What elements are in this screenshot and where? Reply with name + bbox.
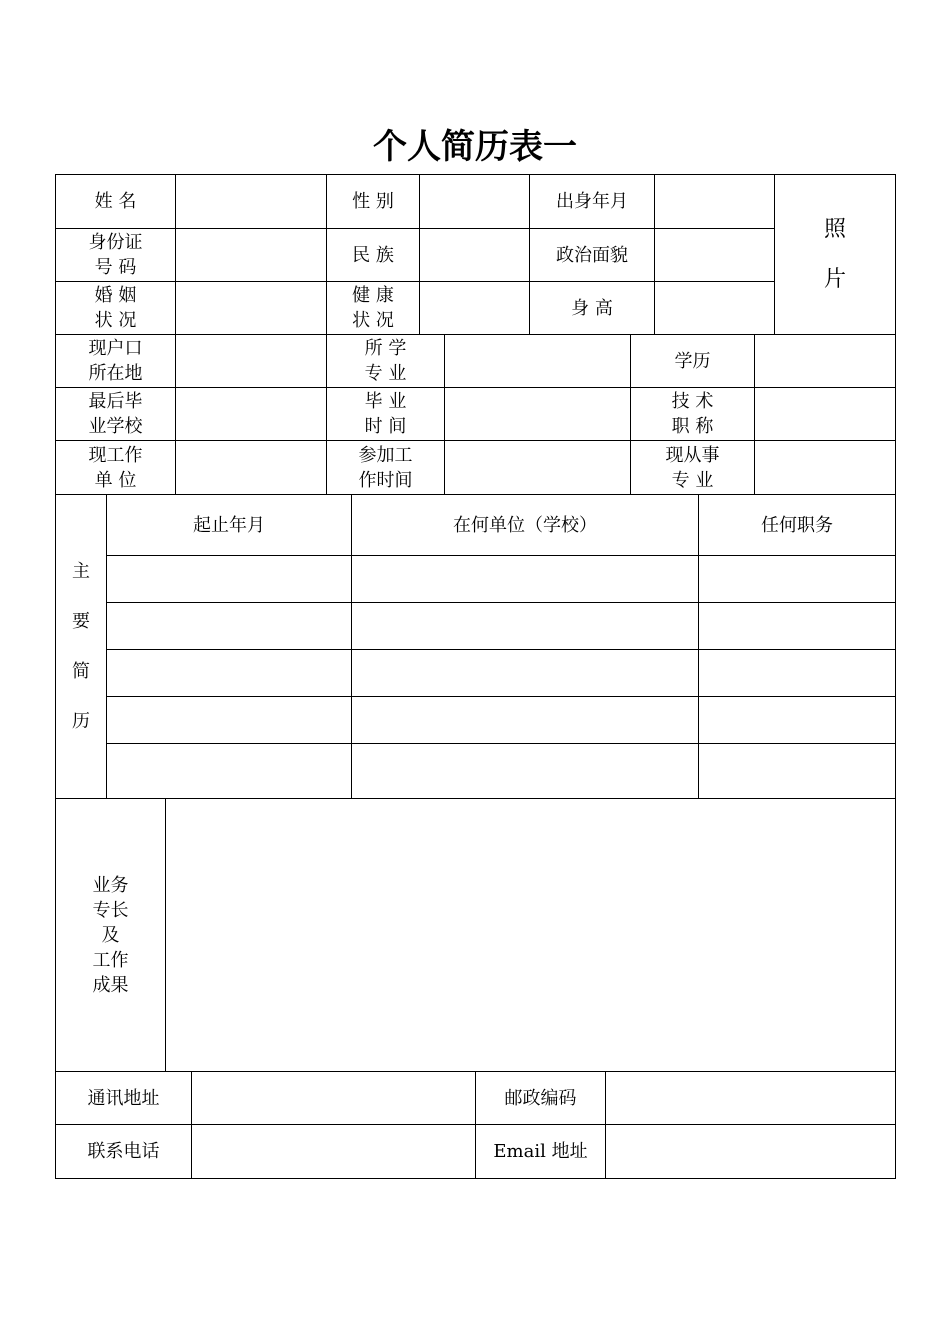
grad-time-label: 毕 业 时 间 [327,388,445,441]
major-field[interactable] [445,335,631,388]
table-row [56,744,896,799]
history-unit-cell[interactable] [352,603,699,650]
history-header-unit: 在何单位（学校） [352,495,699,556]
email-label: Email 地址 [476,1125,606,1179]
photo-box[interactable] [775,175,896,335]
history-period-cell[interactable] [107,556,352,603]
height-field[interactable] [655,282,775,335]
gender-label: 性 别 [327,175,420,229]
birth-label: 出身年月 [530,175,655,229]
education-field[interactable] [755,335,896,388]
major-label: 所 学 专 业 [327,335,445,388]
table-row [56,556,896,603]
marital-field[interactable] [176,282,327,335]
school-field[interactable] [176,388,327,441]
address-field[interactable] [192,1072,476,1125]
gender-field[interactable] [420,175,530,229]
employer-field[interactable] [176,441,327,495]
form-title: 个人简历表一 [373,127,577,167]
postcode-label: 邮政编码 [476,1072,606,1125]
name-label: 姓 名 [56,175,176,229]
health-field[interactable] [420,282,530,335]
address-label: 通讯地址 [56,1072,192,1125]
expertise-field[interactable] [166,799,896,1072]
history-period-cell[interactable] [107,697,352,744]
hukou-label: 现户口 所在地 [56,335,176,388]
name-field[interactable] [176,175,327,229]
history-position-cell[interactable] [699,697,896,744]
employer-label: 现工作 单 位 [56,441,176,495]
id-number-field[interactable] [176,229,327,282]
ethnicity-field[interactable] [420,229,530,282]
history-position-cell[interactable] [699,603,896,650]
history-period-cell[interactable] [107,603,352,650]
phone-label: 联系电话 [56,1125,192,1179]
tech-title-field[interactable] [755,388,896,441]
history-unit-cell[interactable] [352,650,699,697]
politics-label: 政治面貌 [530,229,655,282]
contact-table [55,1071,896,1179]
history-unit-cell[interactable] [352,556,699,603]
history-header-period: 起止年月 [107,495,352,556]
history-period-cell[interactable] [107,650,352,697]
work-start-label: 参加工 作时间 [327,441,445,495]
history-position-cell[interactable] [699,650,896,697]
education-label: 学历 [631,335,755,388]
tech-title-label: 技 术 职 称 [631,388,755,441]
table-row [56,650,896,697]
education-work-table [55,334,896,495]
expertise-label: 业务 专长 及 工作 成果 [56,799,166,1072]
expertise-table [55,798,896,1072]
current-field-field[interactable] [755,441,896,495]
ethnicity-label: 民 族 [327,229,420,282]
history-unit-cell[interactable] [352,744,699,799]
photo-label: 照 片 [823,216,846,292]
history-table [55,494,896,799]
birth-field[interactable] [655,175,775,229]
hukou-field[interactable] [176,335,327,388]
history-side-label: 主 要 简 历 [56,495,107,799]
current-field-label: 现从事 专 业 [631,441,755,495]
school-label: 最后毕 业学校 [56,388,176,441]
history-position-cell[interactable] [699,744,896,799]
history-header-position: 任何职务 [699,495,896,556]
history-period-cell[interactable] [107,744,352,799]
marital-label: 婚 姻 状 况 [56,282,176,335]
postcode-field[interactable] [606,1072,896,1125]
history-unit-cell[interactable] [352,697,699,744]
table-row [56,697,896,744]
table-row [56,603,896,650]
height-label: 身 高 [530,282,655,335]
history-position-cell[interactable] [699,556,896,603]
email-field[interactable] [606,1125,896,1179]
grad-time-field[interactable] [445,388,631,441]
personal-info-table [55,174,896,335]
work-start-field[interactable] [445,441,631,495]
id-number-label: 身份证 号 码 [56,229,176,282]
politics-field[interactable] [655,229,775,282]
phone-field[interactable] [192,1125,476,1179]
health-label: 健 康 状 况 [327,282,420,335]
